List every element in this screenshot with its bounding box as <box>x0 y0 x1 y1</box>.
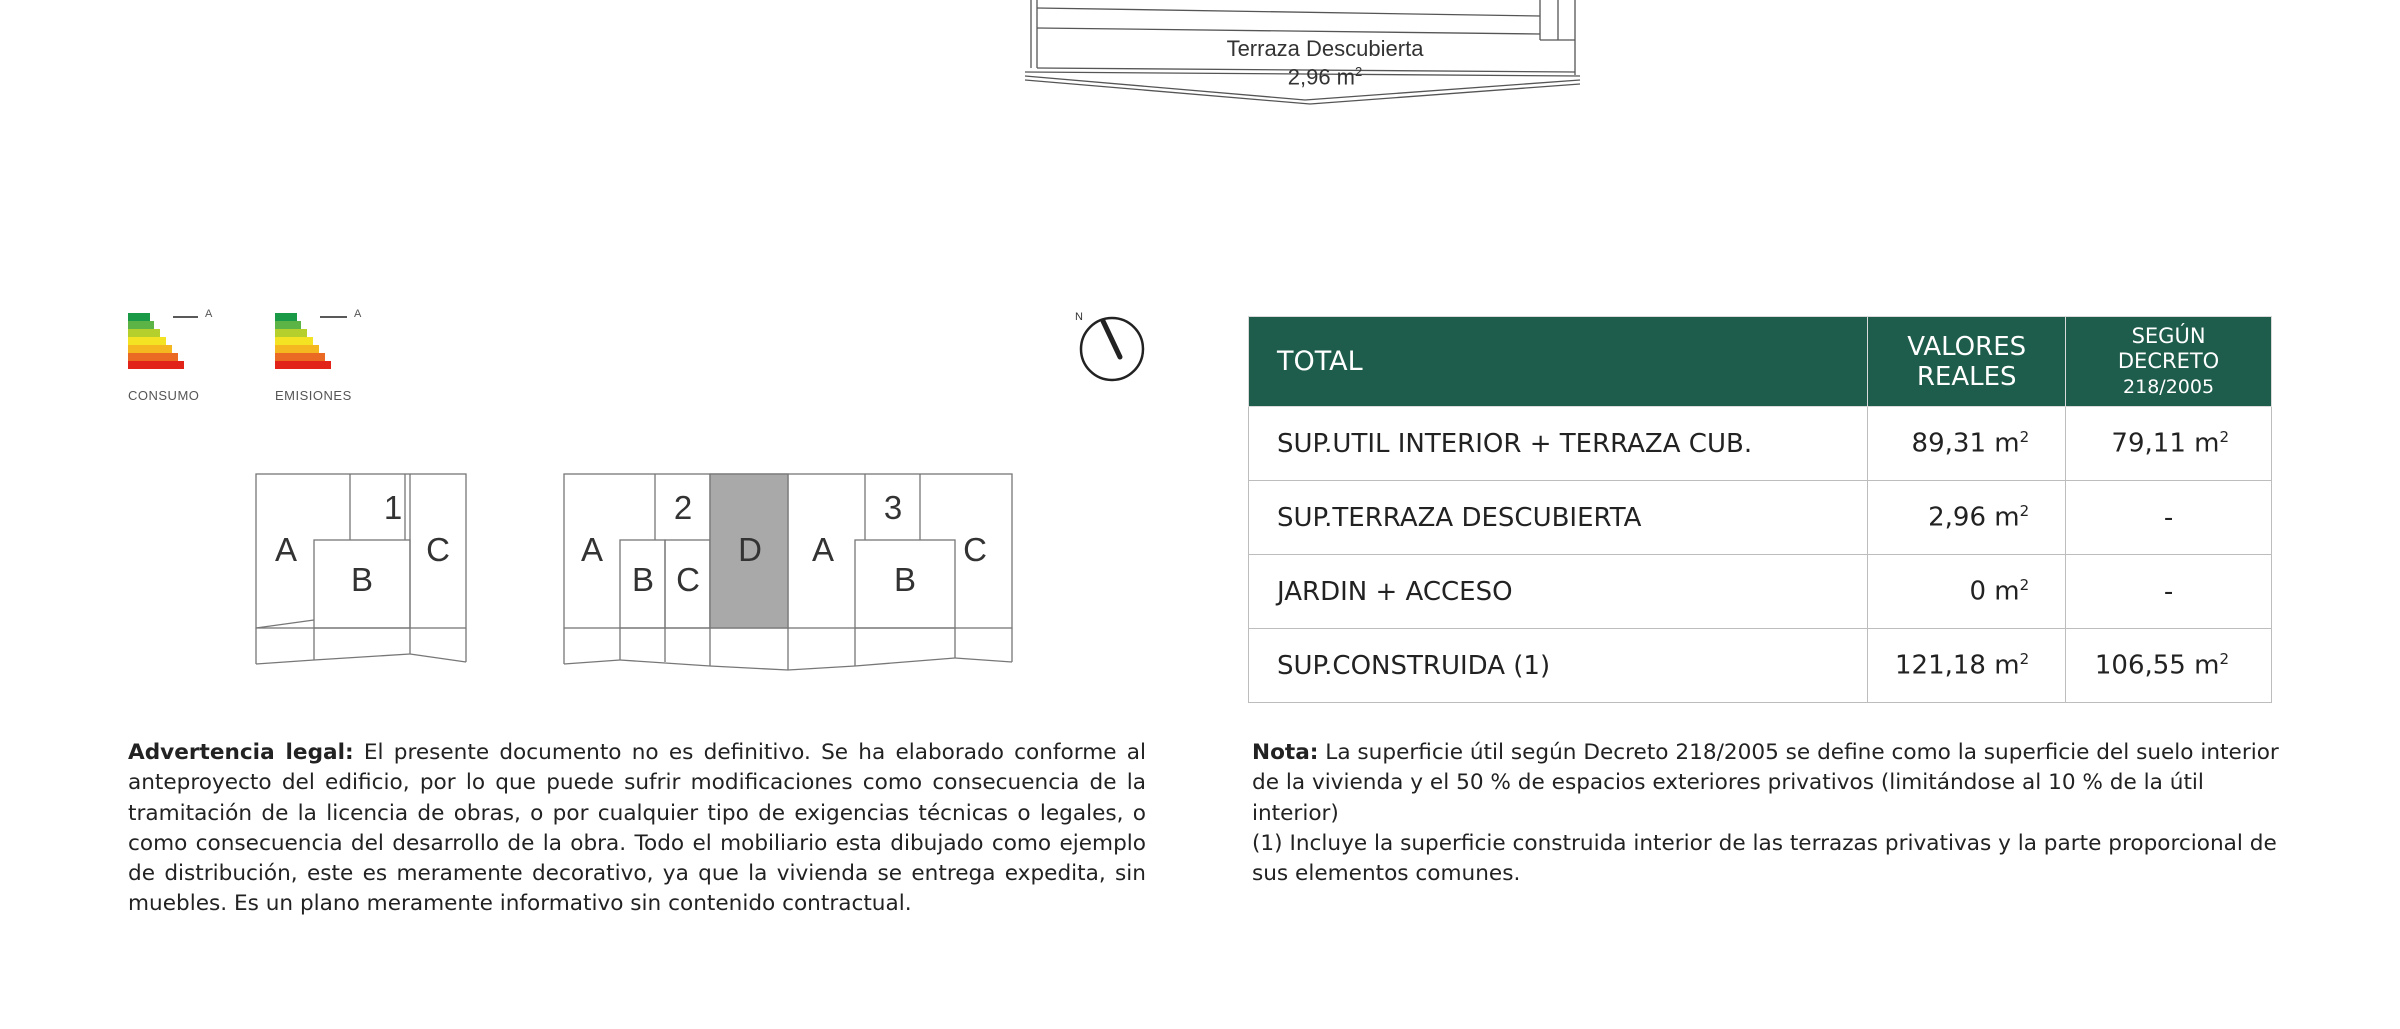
energy-caption: EMISIONES <box>275 388 352 403</box>
unit-label-highlighted: D <box>738 531 762 568</box>
header-valores-reales: VALORES REALES <box>1868 317 2066 407</box>
row-real-value: 121,18 $m^2$ <box>1868 629 2066 703</box>
header-total: TOTAL <box>1249 317 1868 407</box>
row-concept: SUP.UTIL INTERIOR + TERRAZA CUB. <box>1249 407 1868 481</box>
legal-heading: Advertencia legal: <box>128 740 354 765</box>
note-paragraph <box>1252 738 2282 829</box>
row-decree-value: 79,11 $m^2$ <box>2066 407 2272 481</box>
energy-label-emisiones <box>275 305 385 405</box>
table-row <box>1249 629 2272 703</box>
unit-label: B <box>631 561 654 598</box>
row-concept: SUP.TERRAZA DESCUBIERTA <box>1249 481 1868 555</box>
note-body: La superficie útil según Decreto 218/2005 se define como la superficie del suelo interior de la vivienda y el 50 % de espacios exteriores privativos (limitándose al 10 % de la útil interior) <box>1252 740 2279 826</box>
compass-north-label: N <box>1075 311 1083 323</box>
energy-caption: CONSUMO <box>128 388 200 403</box>
table-row <box>1249 481 2272 555</box>
compass <box>1070 305 1150 385</box>
terrace-area: 2,96 $m^2$ <box>1287 64 1363 90</box>
unit-label: C <box>963 531 987 568</box>
energy-rating: A <box>354 308 362 320</box>
row-decree-value: 106,55 $m^2$ <box>2066 629 2272 703</box>
table-header-row <box>1249 317 2272 407</box>
energy-scale-icon <box>275 305 347 375</box>
unit-label: A <box>811 531 834 568</box>
unit-label: C <box>676 561 700 598</box>
table-row <box>1249 555 2272 629</box>
row-real-value: 89,31 $m^2$ <box>1868 407 2066 481</box>
site-location-plan <box>250 470 1030 685</box>
block-number: 2 <box>673 489 693 526</box>
unit-label: A <box>580 531 603 568</box>
row-concept: JARDIN + ACCESO <box>1249 555 1868 629</box>
row-real-value: 0 $m^2$ <box>1868 555 2066 629</box>
energy-label-consumo <box>128 305 238 405</box>
row-decree-value: - <box>2066 555 2272 629</box>
unit-label: A <box>274 531 297 568</box>
unit-label: C <box>426 531 450 568</box>
surface-note <box>1252 738 2282 889</box>
legal-body: El presente documento no es definitivo. Se ha elaborado conforme al anteproyecto del edificio, por lo que puede sufrir modificaciones como consecuencia de la tramitación de la licencia de obras, o por cualquier tipo de exigencias técnicas o legales, o como consecuencia del desarrollo de la obra. Todo el mobiliario esta dibujado como ejemplo de distribución, este es meramente decorativo, ya que la vivienda se entrega expedita, sin muebles. Es un plano meramente informativo sin contenido contractual. <box>128 740 1146 917</box>
energy-rating: A <box>205 308 213 320</box>
row-decree-value: - <box>2066 481 2272 555</box>
note-heading: Nota: <box>1252 740 1319 765</box>
row-real-value: 2,96 $m^2$ <box>1868 481 2066 555</box>
unit-label: B <box>893 561 916 598</box>
table-row <box>1249 407 2272 481</box>
terrace-label: Terraza Descubierta <box>1226 36 1424 61</box>
row-concept: SUP.CONSTRUIDA (1) <box>1249 629 1868 703</box>
energy-scale-icon <box>128 305 198 375</box>
block-number: 1 <box>383 489 403 526</box>
block-number: 3 <box>883 489 903 526</box>
legal-warning <box>128 738 1146 920</box>
surfaces-table <box>1248 316 2272 703</box>
unit-label: B <box>350 561 373 598</box>
floor-plan-fragment <box>1020 0 1590 110</box>
header-segun-decreto: SEGÚN DECRETO 218/2005 <box>2066 317 2272 407</box>
note-footnote: (1) Incluye la superficie construida interior de las terrazas privativas y la parte proporcional de sus elementos comunes. <box>1252 830 2277 887</box>
